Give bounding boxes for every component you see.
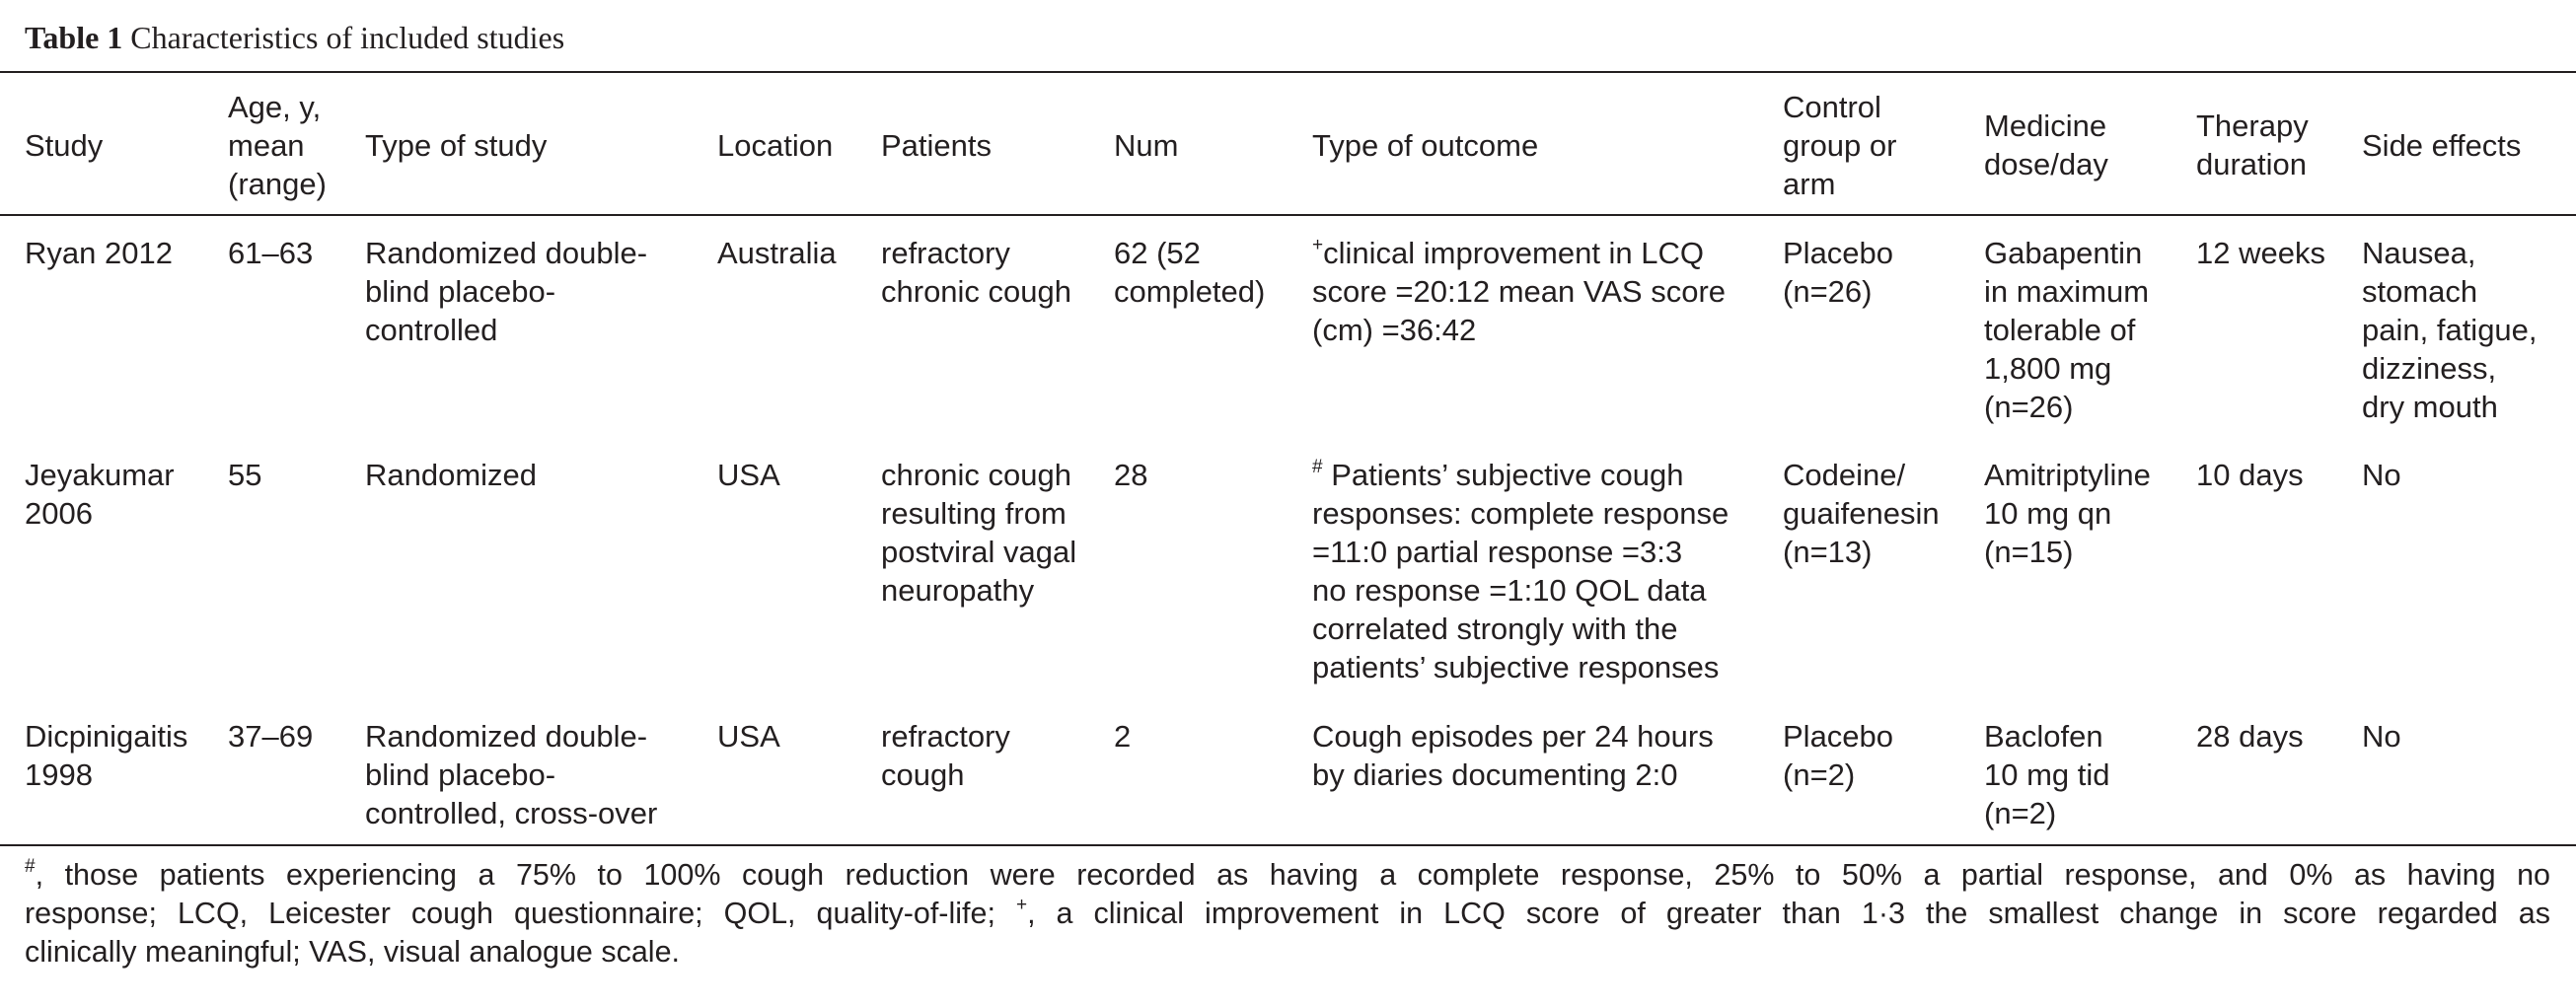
footnote-line-2: response; LCQ, Leicester cough questionnaire; QOL, quality-of-life; +, a clinical improvement in LCQ score of greater than 1·3 the smallest change in score regarded as xyxy=(25,895,2550,930)
cell-age: 61–63 xyxy=(228,236,314,270)
header-outcome: Type of outcome xyxy=(1312,127,1539,163)
cell-location: Australia xyxy=(717,236,837,270)
header-side: Side effects xyxy=(2362,127,2522,163)
header-type: Type of study xyxy=(365,127,548,163)
cell-patients: refractory chronic cough xyxy=(881,236,1072,309)
table-header-rule xyxy=(0,214,2576,216)
footnote-line-1: #, those patients experiencing a 75% to 100% cough reduction were recorded as having a complete response, 25% to 50% a partial response, and 0% as having no xyxy=(25,856,2550,892)
cell-num: 62 (52 completed) xyxy=(1114,236,1266,309)
cell-outcome: +clinical improvement in LCQ score =20:12 mean VAS score (cm) =36:42 xyxy=(1312,235,1727,347)
header-medicine: Medicine dose/day xyxy=(1984,108,2108,181)
footnote-line-3: clinically meaningful; VAS, visual analogue scale. xyxy=(25,935,681,969)
cell-side: Nausea, stomach pain, fatigue, dizziness, dry mouth xyxy=(2362,236,2538,424)
cell-duration: 10 days xyxy=(2196,458,2304,492)
cell-control: Placebo (n=2) xyxy=(1783,719,1894,792)
header-age: Age, y, mean (range) xyxy=(228,89,327,201)
cell-age: 55 xyxy=(228,458,262,492)
cell-study: Jeyakumar 2006 xyxy=(25,458,175,531)
cell-location: USA xyxy=(717,719,780,754)
cell-location: USA xyxy=(717,458,780,492)
cell-outcome: # Patients’ subjective cough responses: complete response =11:0 partial response =3:3 no response =1:10 QOL data correlated strongly with the patients’ subjective responses xyxy=(1312,457,1730,684)
outcome-footnote-mark: + xyxy=(1312,235,1324,255)
cell-age: 37–69 xyxy=(228,719,314,754)
cell-side: No xyxy=(2362,458,2401,492)
table-top-rule xyxy=(0,71,2576,73)
table-bottom-rule xyxy=(0,844,2576,846)
cell-side: No xyxy=(2362,719,2401,754)
header-num: Num xyxy=(1114,127,1179,163)
cell-medicine: Amitriptyline 10 mg qn (n=15) xyxy=(1984,458,2151,569)
cell-outcome: Cough episodes per 24 hours by diaries documenting 2:0 xyxy=(1312,719,1714,792)
table-title xyxy=(25,18,564,57)
footnote-plus-mark: + xyxy=(1015,895,1028,915)
cell-control: Codeine/ guaifenesin (n=13) xyxy=(1783,458,1940,569)
cell-study: Dicpinigaitis 1998 xyxy=(25,719,188,792)
cell-patients: chronic cough resulting from postviral vagal neuropathy xyxy=(881,458,1077,608)
cell-type: Randomized double- blind placebo- controlled, cross-over xyxy=(365,719,658,830)
header-location: Location xyxy=(717,127,834,163)
header-patients: Patients xyxy=(881,127,993,163)
cell-control: Placebo (n=26) xyxy=(1783,236,1894,309)
header-study: Study xyxy=(25,127,104,163)
cell-duration: 28 days xyxy=(2196,719,2304,754)
cell-medicine: Baclofen 10 mg tid (n=2) xyxy=(1984,719,2110,830)
header-control: Control group or arm xyxy=(1783,89,1897,201)
cell-study: Ryan 2012 xyxy=(25,236,173,270)
cell-num: 2 xyxy=(1114,719,1132,754)
table-footnote xyxy=(25,856,2550,972)
cell-duration: 12 weeks xyxy=(2196,236,2325,270)
table-title-label: Table 1 xyxy=(25,20,123,55)
cell-type: Randomized double- blind placebo- controlled xyxy=(365,236,648,347)
cell-patients: refractory cough xyxy=(881,719,1010,792)
outcome-footnote-mark: # xyxy=(1312,457,1323,477)
header-duration: Therapy duration xyxy=(2196,108,2309,181)
cell-type: Randomized xyxy=(365,458,538,492)
cell-medicine: Gabapentin in maximum tolerable of 1,800 mg (n=26) xyxy=(1984,236,2150,424)
cell-num: 28 xyxy=(1114,458,1148,492)
footnote-hash-mark: # xyxy=(25,856,36,877)
table-title-text: Characteristics of included studies xyxy=(130,20,565,55)
